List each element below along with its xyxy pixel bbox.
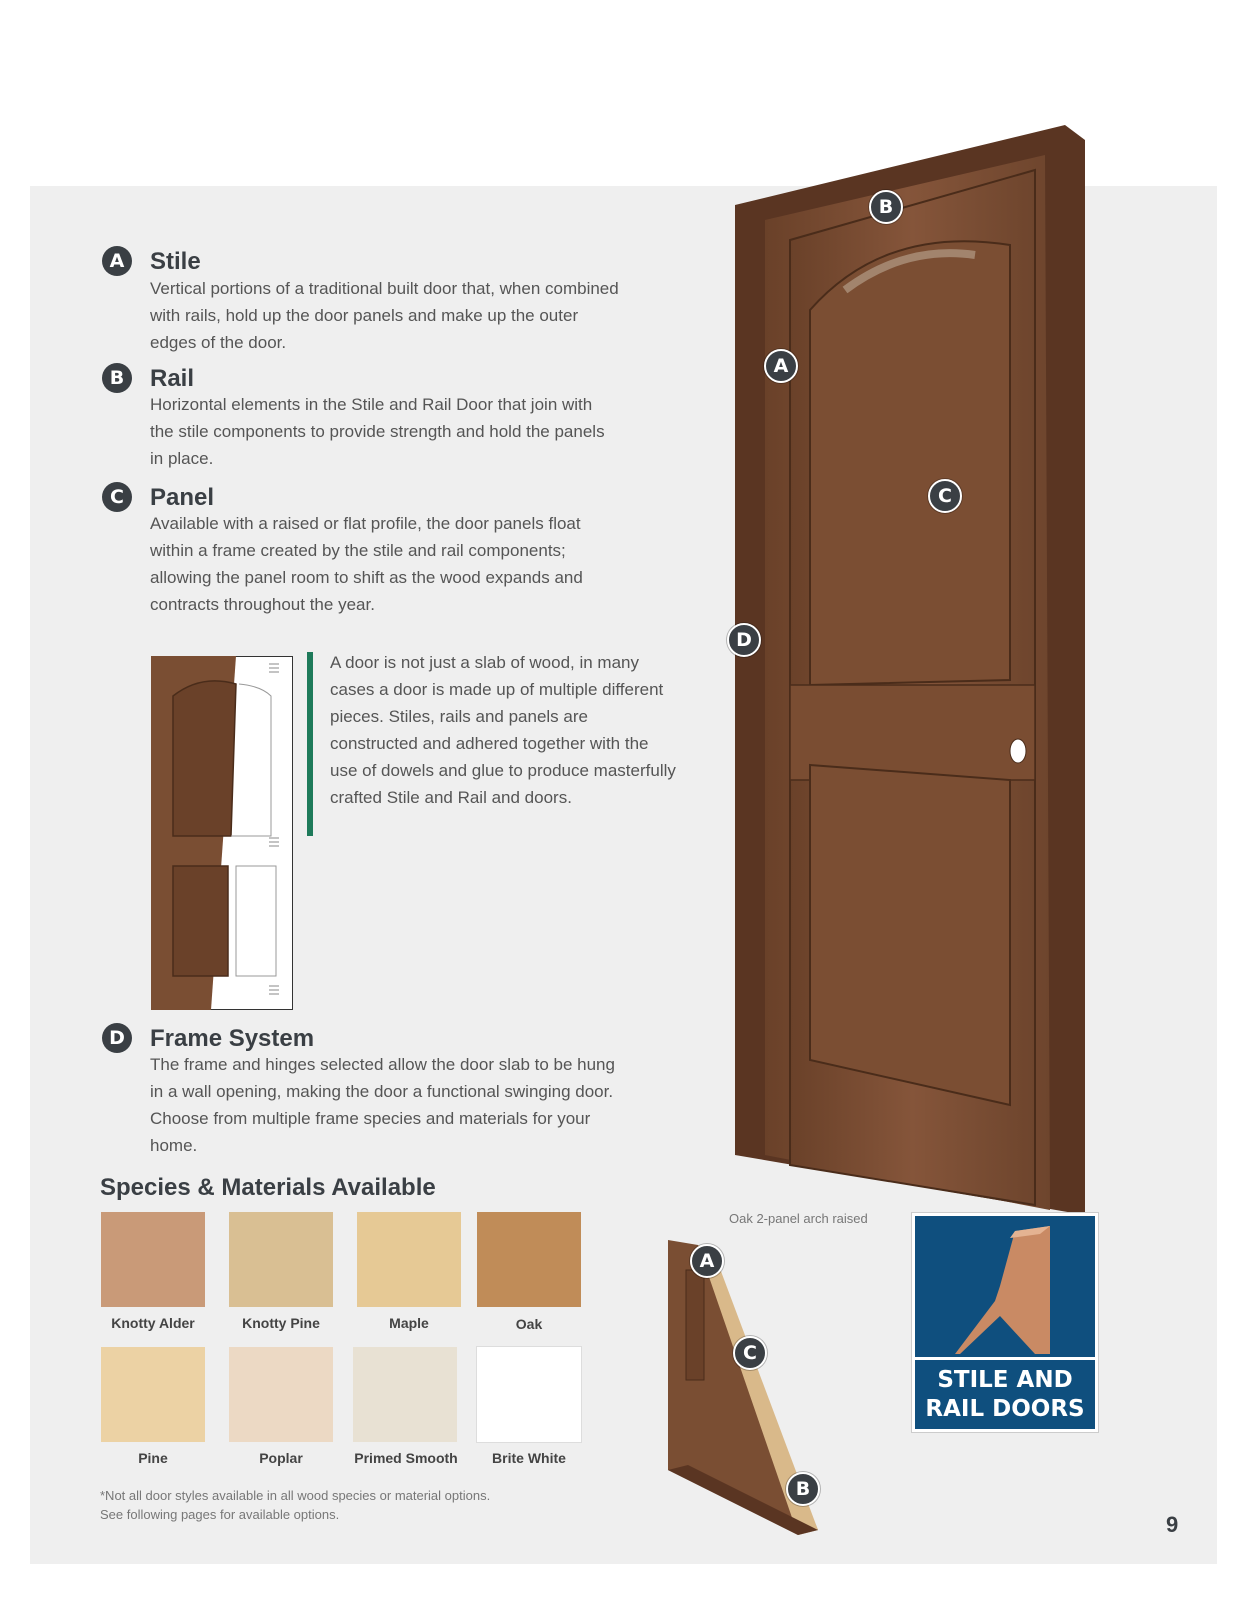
swatch-poplar	[229, 1347, 333, 1442]
stile-and-rail-badge	[912, 1213, 1098, 1432]
term-desc-frame-system: The frame and hinges selected allow the door slab to be hung in a wall opening, making the door a functional swinging door. Choose from multiple frame species and materials for your home.	[150, 1055, 615, 1155]
footnote-line-2: See following pages for available options.	[100, 1507, 340, 1522]
term-desc-panel: Available with a raised or flat profile, the door panels float within a frame created by the stile and rail components; allowing the panel room to shift as the wood expands and contracts throughout the year.	[150, 514, 583, 614]
swatch-brite-white	[477, 1347, 581, 1442]
term-desc-stile: Vertical portions of a traditional built door that, when combined with rails, hold up the door panels and make up the outer edges of the door.	[150, 279, 619, 352]
term-title-frame-system: Frame System	[150, 1025, 315, 1052]
swatch-label-poplar: Poplar	[259, 1450, 303, 1466]
cutaway-badge-a: A	[690, 1244, 724, 1278]
callout-text: A door is not just a slab of wood, in many cases a door is made up of multiple different pieces. Stiles, rails and panels are constructed and adhered together with the use of dowels and glue to produce masterfully crafted Stile and Rail and doors.	[330, 653, 676, 807]
swatch-label-knotty-alder: Knotty Alder	[111, 1315, 195, 1331]
badge-c: C	[102, 482, 132, 512]
term-title-stile: Stile	[150, 248, 201, 275]
swatch-primed-smooth	[353, 1347, 457, 1442]
badge-divider	[915, 1357, 1095, 1360]
swatch-label-primed-smooth: Primed Smooth	[354, 1450, 458, 1466]
door-cutaway-illustration	[151, 656, 293, 1010]
badge-b: B	[102, 363, 132, 393]
cutaway-badge-b: B	[786, 1472, 820, 1506]
stile-and-rail-text: STILE AND RAIL DOORS	[925, 1367, 1085, 1422]
swatch-label-knotty-pine: Knotty Pine	[242, 1315, 320, 1331]
door-illustration	[735, 125, 1085, 1215]
door-badge-d: D	[727, 623, 761, 657]
door-caption: Oak 2-panel arch raised	[729, 1211, 868, 1226]
term-title-rail: Rail	[150, 365, 195, 392]
door-badge-b: B	[869, 190, 903, 224]
swatch-pine	[101, 1347, 205, 1442]
term-desc-rail: Horizontal elements in the Stile and Rail Door that join with the stile components to provide strength and hold the panels in place.	[150, 395, 605, 468]
swatch-knotty-alder	[101, 1212, 205, 1307]
callout-accent-bar	[307, 652, 313, 836]
cutaway-badge-c: C	[733, 1336, 767, 1370]
footnote-line-1: *Not all door styles available in all wood species or material options.	[100, 1488, 491, 1503]
footnote	[100, 1486, 600, 1524]
swatch-knotty-pine	[229, 1212, 333, 1307]
swatch-label-pine: Pine	[138, 1450, 168, 1466]
swatch-label-oak: Oak	[515, 1316, 543, 1332]
swatch-maple	[357, 1212, 461, 1307]
page-number: 9	[1166, 1512, 1179, 1537]
species-title: Species & Materials Available	[100, 1174, 436, 1201]
term-title-panel: Panel	[150, 484, 215, 511]
badge-d: D	[102, 1023, 132, 1053]
swatch-label-brite-white: Brite White	[492, 1450, 566, 1466]
door-badge-a: A	[764, 349, 798, 383]
door-badge-c: C	[928, 479, 962, 513]
swatch-label-maple: Maple	[389, 1315, 429, 1331]
badge-a: A	[102, 246, 132, 276]
swatch-oak	[477, 1212, 581, 1307]
stile-rail-profile-icon	[955, 1226, 1055, 1354]
